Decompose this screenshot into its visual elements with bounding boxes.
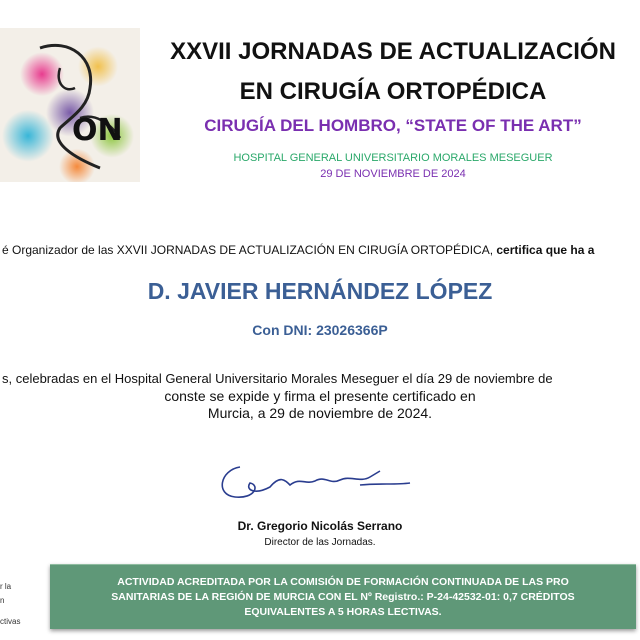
signer-name: Dr. Gregorio Nicolás Serrano [237, 519, 403, 533]
intro-bold: certifica que ha a [496, 243, 595, 257]
certificate-body-line1: s, celebradas en el Hospital General Universitario Morales Meseguer el día 29 de noviembre de [2, 371, 553, 386]
accreditation-line2: SANITARIAS DE LA REGIÓN DE MURCIA CON EL Nº Registro.: P-24-42532-01: 0,7 CRÉDITOS [111, 590, 575, 603]
signature-image [210, 455, 420, 510]
event-artwork [0, 28, 140, 182]
certificate-intro [2, 243, 638, 257]
event-title-line1: XXVII JORNADAS DE ACTUALIZACIÓN [170, 38, 616, 65]
event-hospital: HOSPITAL GENERAL UNIVERSITARIO MORALES MESEGUER [233, 152, 553, 164]
accreditation-line3: EQUIVALENTES A 5 HORAS LECTIVAS. [244, 605, 442, 618]
side-note-1: r la [0, 582, 12, 591]
svg-text:ON: ON [72, 113, 123, 148]
recipient-name: D. JAVIER HERNÁNDEZ LÓPEZ [147, 278, 493, 304]
recipient-dni: Con DNI: 23026366P [252, 322, 388, 338]
side-note-2: n [0, 596, 5, 605]
event-subtitle: CIRUGÍA DEL HOMBRO, “STATE OF THE ART” [204, 116, 582, 135]
certificate-body-line3: Murcia, a 29 de noviembre de 2024. [207, 405, 433, 421]
event-title-line2: EN CIRUGÍA ORTOPÉDICA [239, 78, 547, 105]
artwork-figure-icon [0, 28, 140, 182]
accreditation-banner [50, 564, 636, 629]
signer-role: Director de las Jornadas. [264, 537, 376, 548]
accreditation-line1: ACTIVIDAD ACREDITADA POR LA COMISIÓN DE FORMACIÓN CONTINUADA DE LAS PRO [117, 575, 569, 588]
event-date: 29 DE NOVIEMBRE DE 2024 [320, 168, 466, 180]
certificate-body-line2: conste se expide y firma el presente certificado en [164, 388, 476, 404]
intro-text: é Organizador de las XXVII JORNADAS DE ACTUALIZACIÓN EN CIRUGÍA ORTOPÉDICA, [2, 243, 497, 257]
side-note-3: ctivas [0, 617, 21, 626]
